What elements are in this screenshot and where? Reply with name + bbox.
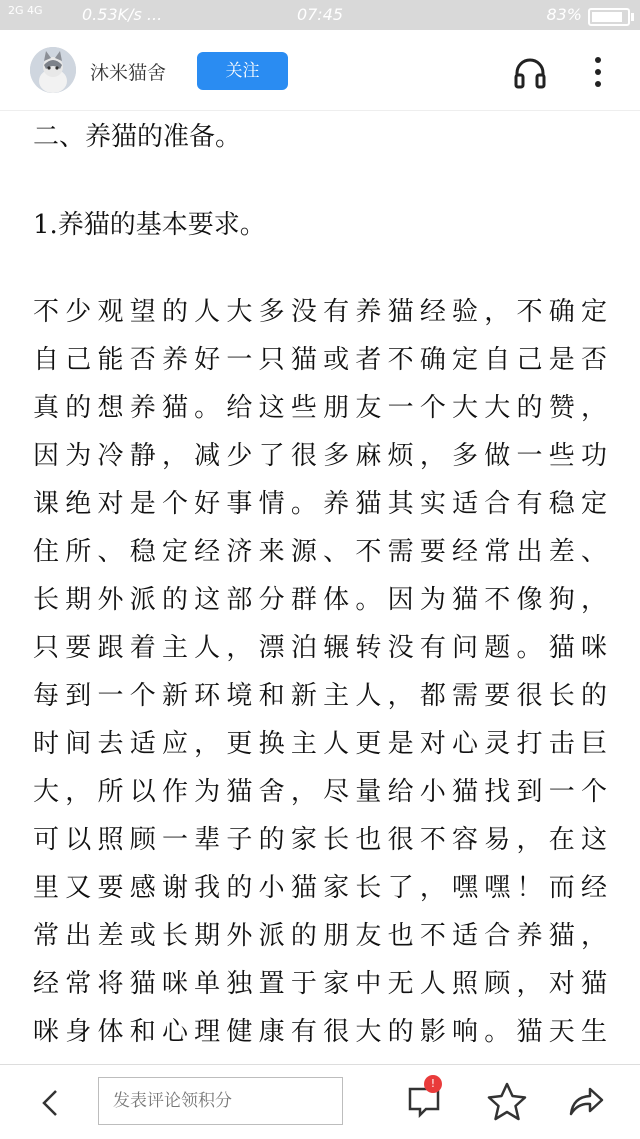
battery-icon [588,8,630,26]
subsection-heading: 1.养猫的基本要求。 [33,210,266,240]
follow-button[interactable]: 关注 [197,52,288,90]
comment-count-badge: ! [424,1075,442,1093]
headphone-icon[interactable] [512,55,548,91]
comment-input[interactable] [98,1077,343,1125]
bottom-toolbar [0,1064,640,1139]
author-name[interactable]: 沐米猫舍 [90,62,167,84]
section-heading: 二、养猫的准备。 [33,122,242,152]
back-icon[interactable] [30,1083,70,1123]
star-icon[interactable] [484,1079,530,1125]
article-paragraph: 不少观望的人大多没有养猫经验，不确定自己能否养好一只猫或者不确定自己是否真的想养猫。给这些朋友一个大大的赞，因为冷静，减少了很多麻烦，多做一些功课绝对是个好事情。养猫其实适合有稳定住所、稳定经济来源、不需要经常出差、长期外派的这部分群体。因为猫不像狗，只要跟着主人，漂泊辗转没有问题。猫咪每到一个新环境和新主人，都需要很长的时间去适应，更换主人更是对心灵打击巨大，所以作为猫舍，尽量给小猫找到一个可以照顾一辈子的家长也很不容易，在这里又要感谢我的小猫家长了，嘿嘿！而经常出差或长期外派的朋友也不适合养猫，经常将猫咪单独置于家中无人照顾，对猫咪身体和心理健康有很大的影响。猫天生 [33,297,613,1047]
network-speed: 0.53K/s ... [82,5,163,24]
status-bar [0,0,640,30]
battery-percent: 83% [546,5,582,24]
share-icon[interactable] [566,1081,606,1121]
more-icon[interactable] [588,52,608,92]
article-header [0,30,640,111]
article-body [33,112,613,1062]
clock: 07:45 [296,5,344,24]
author-avatar[interactable] [30,47,76,93]
signal-indicator: 2G 4G [8,4,43,17]
